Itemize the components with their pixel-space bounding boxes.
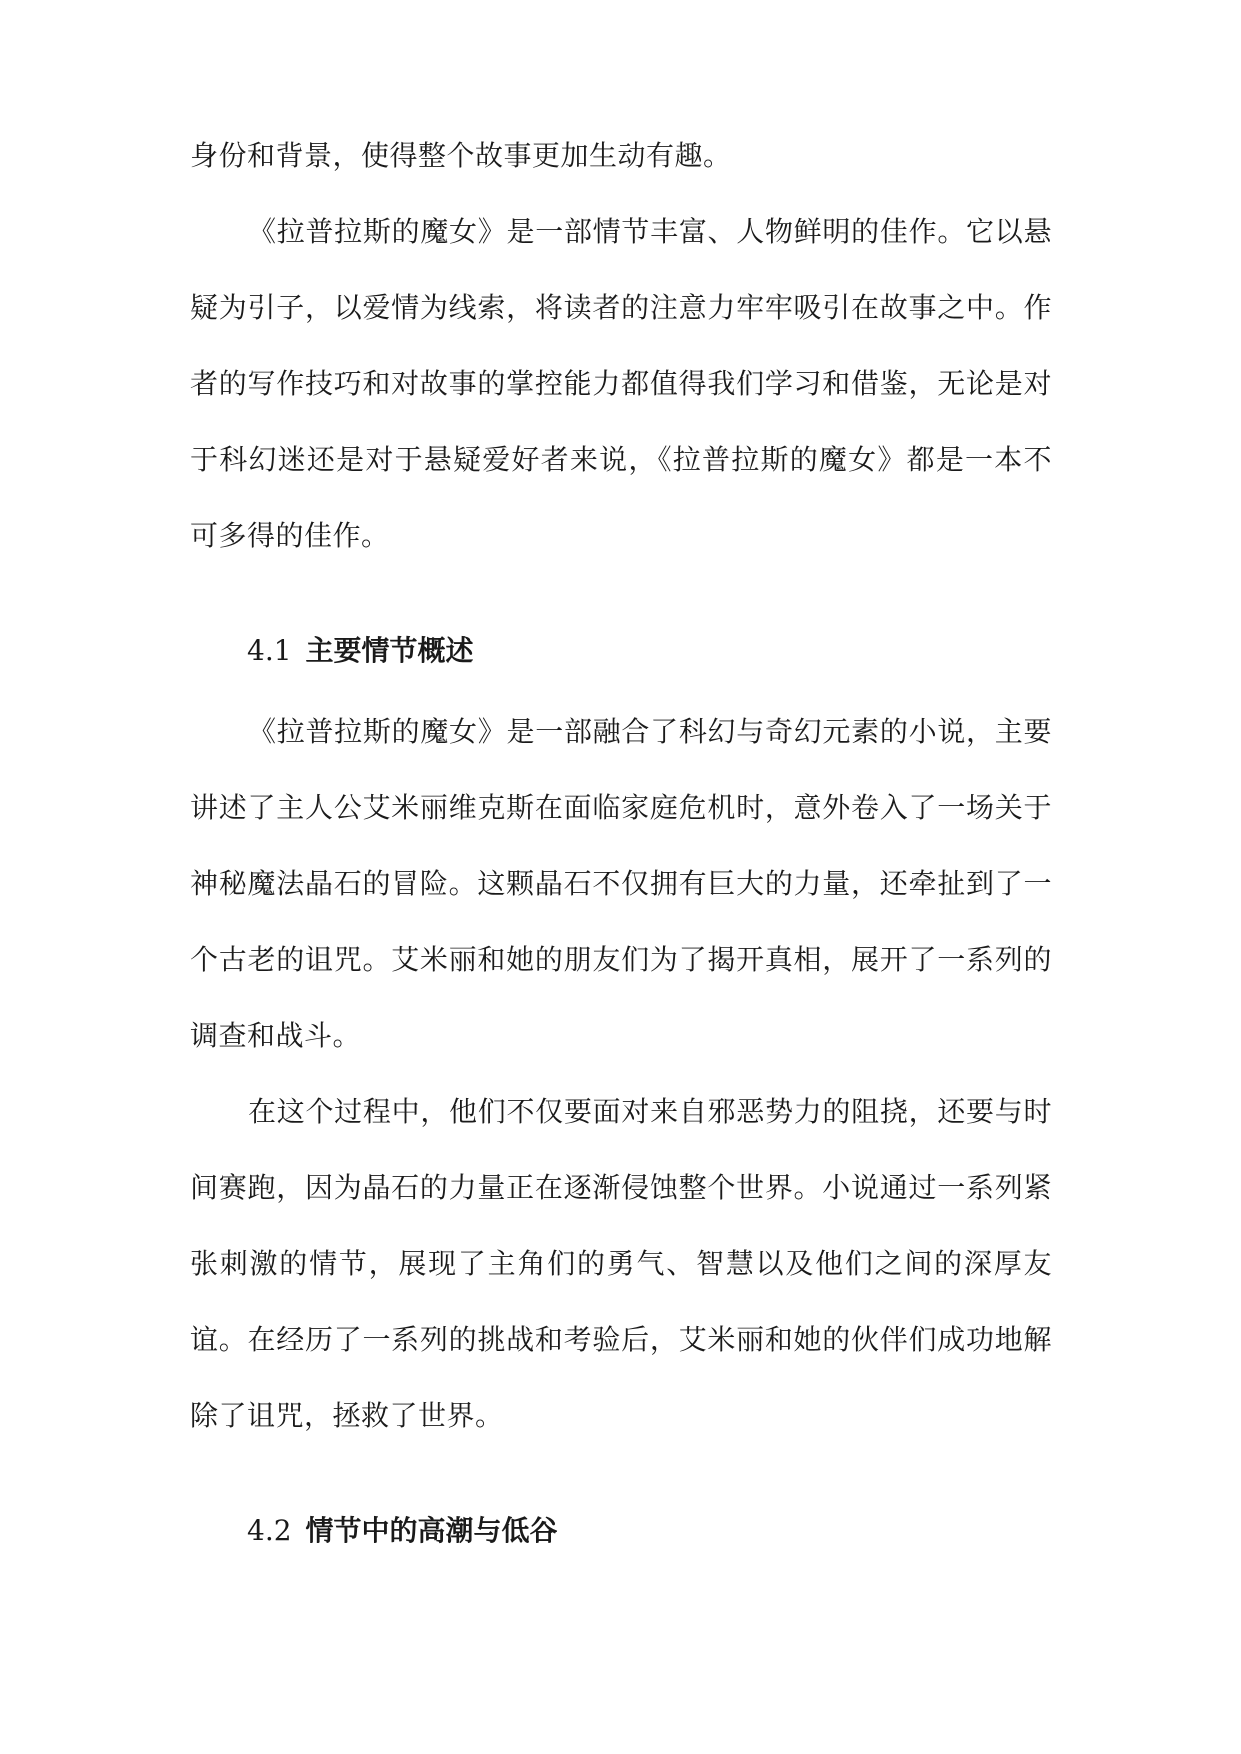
section-number: 4.2 (247, 1514, 292, 1547)
paragraph-summary: 《拉普拉斯的魔女》是一部情节丰富、人物鲜明的佳作。它以悬疑为引子，以爱情为线索，将读者的注意力牢牢吸引在故事之中。作者的写作技巧和对故事的掌控能力都值得我们学习和借鉴，无论是对于科幻迷还是对于悬疑爱好者来说，《拉普拉斯的魔女》都是一本不可多得的佳作。 (190, 215, 1052, 552)
section-title: 情节中的高潮与低谷 (305, 1514, 558, 1547)
section-title: 主要情节概述 (305, 634, 474, 667)
paragraph-plot-process: 在这个过程中，他们不仅要面对来自邪恶势力的阻挠，还要与时间赛跑，因为晶石的力量正在逐渐侵蚀整个世界。小说通过一系列紧张刺激的情节，展现了主角们的勇气、智慧以及他们之间的深厚友谊。在经历了一系列的挑战和考验后，艾米丽和她的伙伴们成功地解除了诅咒，拯救了世界。 (190, 1095, 1052, 1432)
section-number: 4.1 (247, 634, 292, 667)
section-heading-4-2 (247, 1511, 558, 1551)
paragraph-continuation: 身份和背景，使得整个故事更加生动有趣。 (190, 139, 732, 172)
section-heading-4-1 (247, 631, 474, 671)
paragraph-plot-overview: 《拉普拉斯的魔女》是一部融合了科幻与奇幻元素的小说，主要讲述了主人公艾米丽维克斯在面临家庭危机时，意外卷入了一场关于神秘魔法晶石的冒险。这颗晶石不仅拥有巨大的力量，还牵扯到了一个古老的诅咒。艾米丽和她的朋友们为了揭开真相，展开了一系列的调查和战斗。 (190, 715, 1052, 1052)
